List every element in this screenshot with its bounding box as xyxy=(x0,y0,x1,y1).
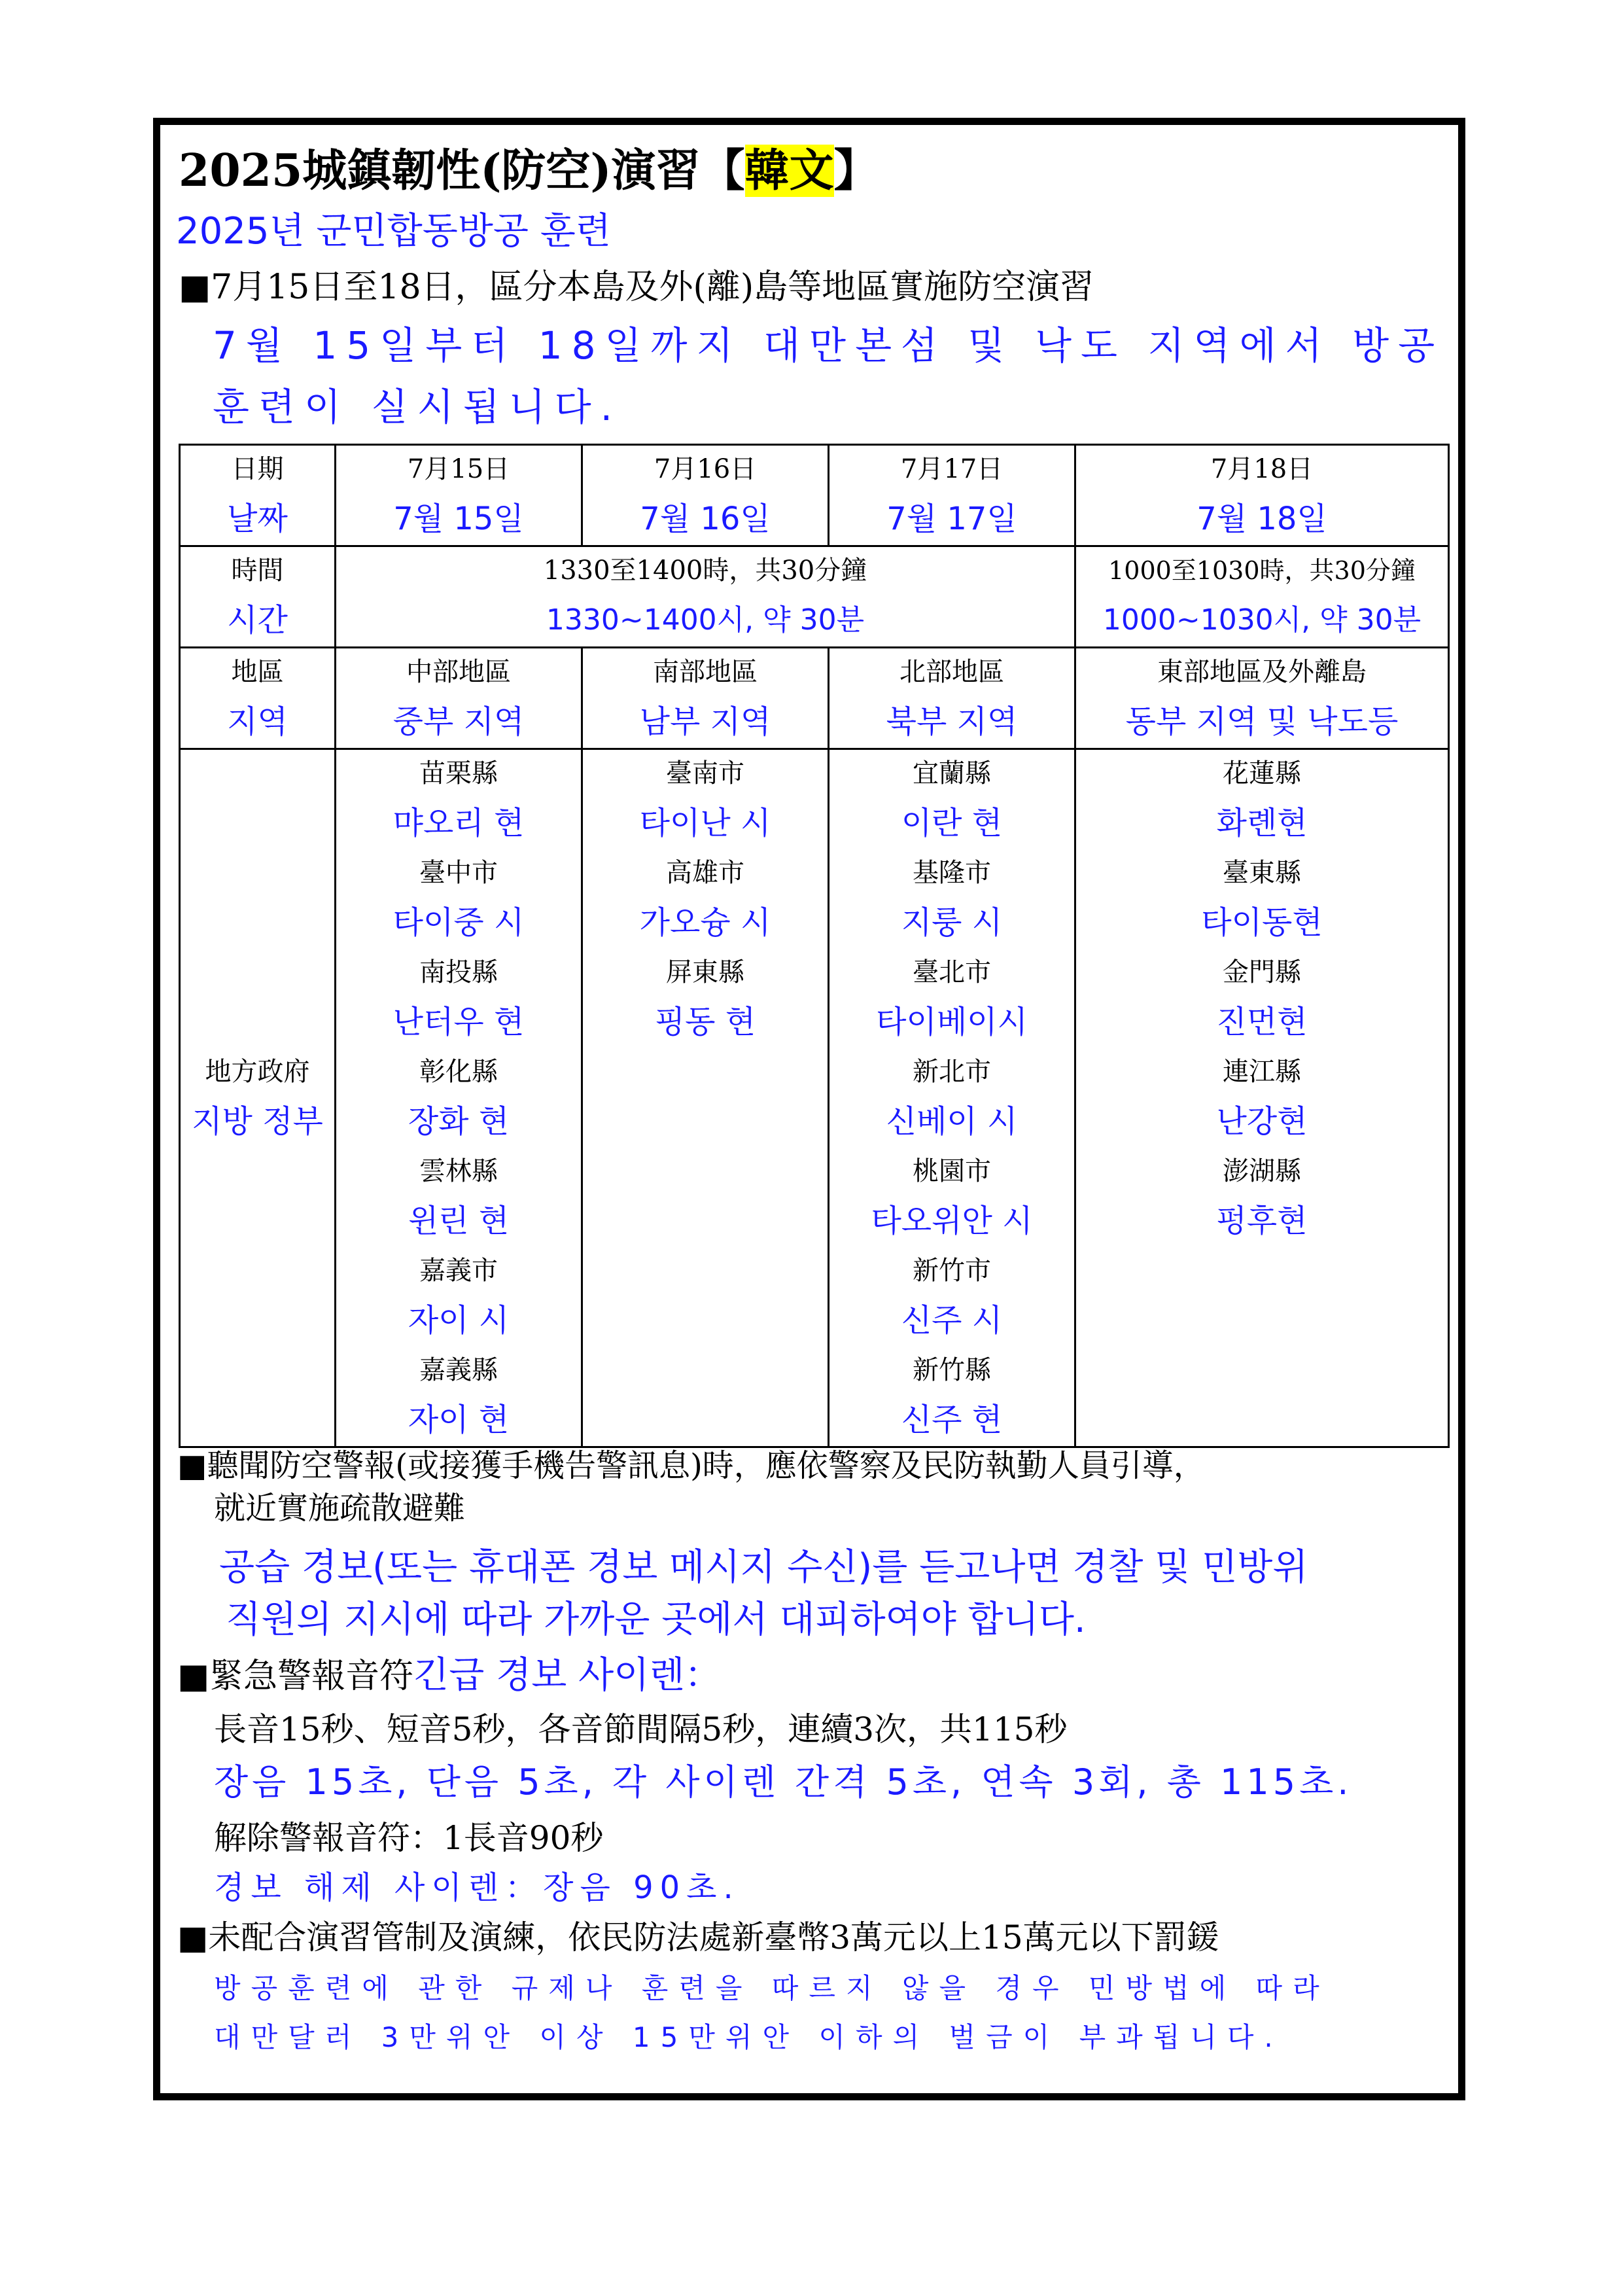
alarm-signal-korean: 장음 15초, 단음 5초, 각 사이렌 간격 5초, 연속 3회, 총 115초. xyxy=(214,1761,1353,1803)
date-label-cell: 日期 날짜 xyxy=(180,445,336,546)
region-cell: 中部地區 중부 지역 xyxy=(336,648,582,749)
section-2-korean-line-2: 직원의 지시에 따라 가까운 곳에서 대피하여야 합니다. xyxy=(226,1598,1086,1641)
table-row-local-government xyxy=(180,749,1449,1447)
all-clear-signal-korean: 경보 해제 사이렌：장음 90초. xyxy=(214,1869,740,1906)
section-2-korean-line-1: 공습 경보(또는 휴대폰 경보 메시지 수신)를 듣고나면 경찰 및 민방위 xyxy=(219,1546,1308,1589)
schedule-table xyxy=(179,444,1450,1448)
region-cell: 東部地區及外離島 동부 지역 및 낙도등 xyxy=(1075,648,1449,749)
local-government-cell-east: 花蓮縣 화롄현 臺東縣 타이동현 金門縣 진먼현 連江縣 난강현 澎湖縣 펑후현 xyxy=(1075,749,1449,1447)
local-government-cell-south: 臺南市 타이난 시 高雄市 가오슝 시 屏東縣 핑동 현 xyxy=(582,749,829,1447)
region-label-cell: 地區 지역 xyxy=(180,648,336,749)
time-cell-jul18: 1000至1030時，共30分鐘 1000~1030시, 약 30분 xyxy=(1075,546,1449,648)
all-clear-signal-description: 解除警報音符：1長音90秒 xyxy=(214,1819,604,1857)
table-row-time xyxy=(180,546,1449,648)
section-4-heading: ■未配合演習管制及演練，依民防法處新臺幣3萬元以上15萬元以下罰鍰 xyxy=(177,1918,1219,1956)
page-title: 2025城鎮韌性(防空)演習【韓文】 xyxy=(179,145,879,197)
section-1-korean-line-1: 7월 15일부터 18일까지 대만본섬 및 낙도 지역에서 방공 xyxy=(213,323,1444,368)
page-subtitle: 2025년 군민합동방공 훈련 xyxy=(176,210,611,253)
notice-frame xyxy=(153,118,1465,2100)
section-1-korean-line-2: 훈련이 실시됩니다. xyxy=(213,385,622,429)
time-label-cell: 時間 시간 xyxy=(180,546,336,648)
table-row-region xyxy=(180,648,1449,749)
section-4-korean-line-2: 대만달러 3만위안 이상 15만위안 이하의 벌금이 부과됩니다. xyxy=(214,2021,1283,2053)
date-cell: 7月18日 7월 18일 xyxy=(1075,445,1449,546)
date-cell: 7月15日 7월 15일 xyxy=(336,445,582,546)
section-2-heading-cont: 就近實施疏散避難 xyxy=(214,1490,466,1527)
local-government-cell-north: 宜蘭縣 이란 현 基隆市 지룽 시 臺北市 타이베이시 新北市 신베이 시 桃園市 타오위안 시 新竹市 신주 시 新竹縣 신주 현 xyxy=(829,749,1075,1447)
date-cell: 7月16日 7월 16일 xyxy=(582,445,829,546)
alarm-signal-description: 長音15秒、短音5秒，各音節間隔5秒，連續3次，共115秒 xyxy=(214,1710,1068,1748)
region-cell: 北部地區 북부 지역 xyxy=(829,648,1075,749)
local-government-cell-central: 苗栗縣 먀오리 현 臺中市 타이중 시 南投縣 난터우 현 彰化縣 장화 현 雲林縣 윈린 현 嘉義市 자이 시 嘉義縣 자이 현 xyxy=(336,749,582,1447)
section-3-heading-korean: 긴급 경보 사이렌： xyxy=(413,1654,722,1697)
title-highlight: 韓文 xyxy=(744,145,834,197)
section-2-heading: ■聽聞防空警報(或接獲手機告警訊息)時，應依警察及民防執勤人員引導， xyxy=(177,1447,1205,1484)
date-cell: 7月17日 7월 17일 xyxy=(829,445,1075,546)
time-cell-jul15-17: 1330至1400時，共30分鐘 1330~1400시, 약 30분 xyxy=(336,546,1075,648)
region-cell: 南部地區 남부 지역 xyxy=(582,648,829,749)
section-3-heading: ■緊急警報音符긴급 경보 사이렌： xyxy=(177,1654,722,1697)
section-1-heading: ■7月15日至18日，區分本島及外(離)島等地區實施防空演習 xyxy=(179,268,1094,307)
section-4-korean-line-1: 방공훈련에 관한 규제나 훈련을 따르지 않을 경우 민방법에 따라 xyxy=(214,1972,1330,2004)
table-row-date xyxy=(180,445,1449,546)
local-government-label-cell: 地方政府 지방 정부 xyxy=(180,749,336,1447)
